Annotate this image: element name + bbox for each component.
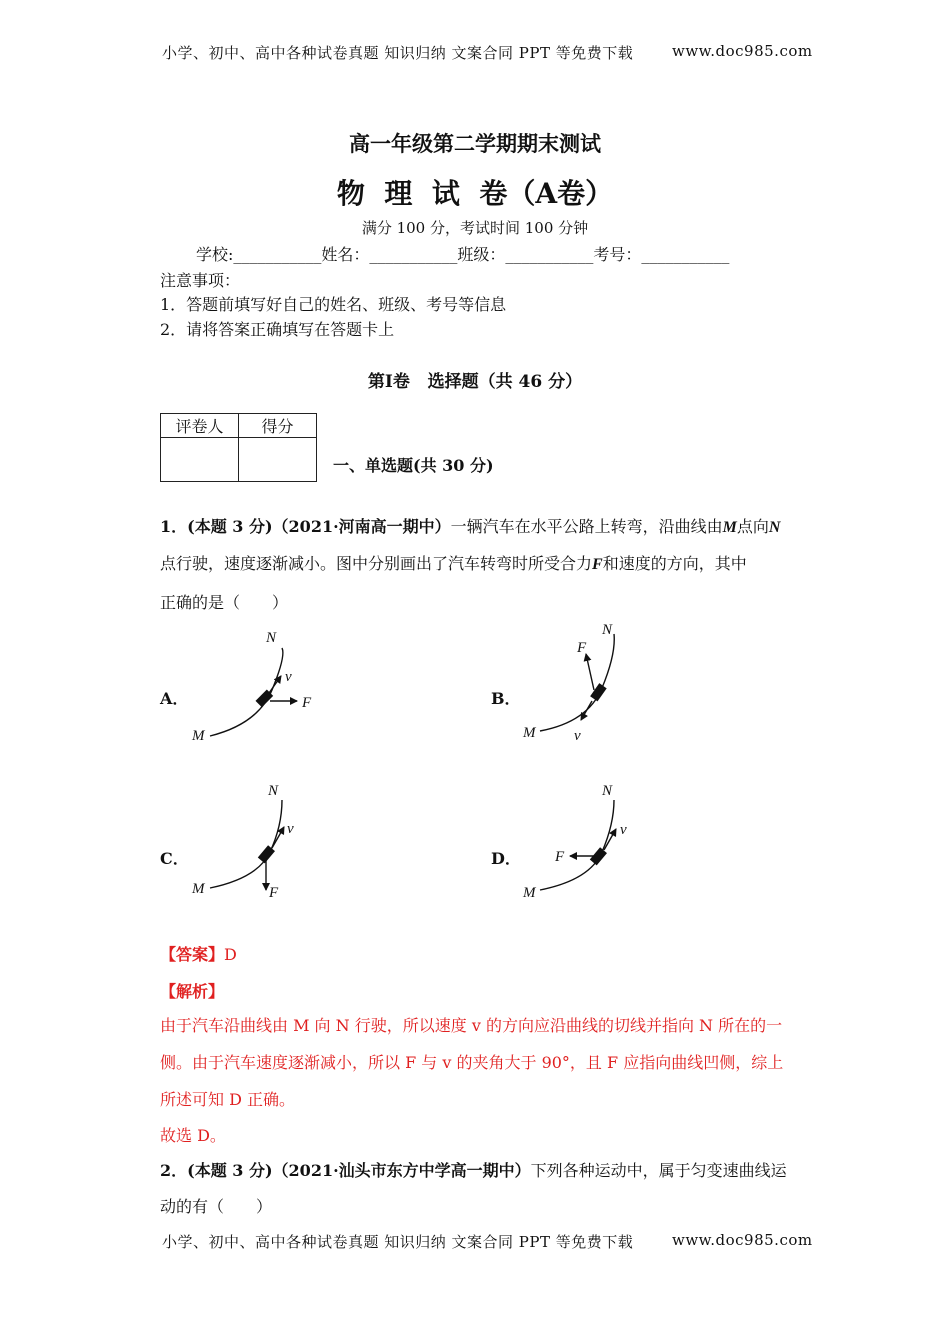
- label-n: N: [266, 630, 277, 646]
- analysis-line-3: 所述可知 D 正确。: [160, 1090, 296, 1109]
- label-m: M: [192, 881, 205, 897]
- curve-path: [210, 800, 282, 888]
- velocity-arrow: [604, 829, 616, 850]
- score-label: 得分: [239, 414, 317, 438]
- label-f: F: [555, 849, 565, 865]
- diagram-d: [522, 783, 627, 901]
- question-1-prefix: 1．(本题 3 分)（2021·河南高一期中）: [160, 517, 451, 536]
- notice-title: 注意事项：: [160, 271, 241, 290]
- answer-value: D: [224, 945, 237, 964]
- question-1-text: 和速度的方向，其中: [602, 554, 747, 573]
- exam-meta: 满分 100 分，考试时间 100 分钟: [361, 219, 589, 237]
- exam-subtitle: 物 理 试 卷（A卷）: [336, 177, 614, 210]
- analysis-line-1: 由于汽车沿曲线由 M 向 N 行驶，所以速度 v 的方向应沿曲线的切线并指向 N 所在的一: [160, 1016, 783, 1035]
- option-a-label[interactable]: A．: [160, 689, 189, 708]
- diagram-a: [191, 630, 312, 744]
- label-v: v: [620, 822, 627, 838]
- answer-label: 【答案】: [160, 945, 225, 964]
- header-text: 小学、初中、高中各种试卷真题 知识归纳 文案合同 PPT 等免费下载: [162, 44, 634, 62]
- option-d-label[interactable]: D．: [491, 849, 521, 868]
- student-info-fields[interactable]: 学校:___________姓名：___________班级：___________考号：___________: [196, 245, 730, 264]
- question-2-text: 下列各种运动中，属于匀变速曲线运: [530, 1161, 787, 1180]
- grader-label: 评卷人: [161, 414, 239, 438]
- diagram-c: [191, 783, 294, 901]
- velocity-arrow: [581, 701, 592, 720]
- question-1-text: 点行驶，速度逐渐减小。图中分别画出了汽车转弯时所受合力: [160, 554, 593, 573]
- header-site[interactable]: www.doc985.com: [672, 42, 813, 60]
- section-title: 第Ⅰ卷 选择题（共 46 分）: [367, 372, 583, 392]
- footer-site[interactable]: www.doc985.com: [672, 1231, 813, 1249]
- page-footer: [162, 1231, 813, 1252]
- force-arrow: [586, 654, 594, 690]
- label-v: v: [285, 669, 292, 685]
- answer-line: [160, 942, 237, 965]
- analysis-label: 【解析】: [160, 982, 225, 1001]
- question-1-text: 一辆汽车在水平公路上转弯，沿曲线由: [450, 517, 723, 536]
- label-f: F: [302, 695, 312, 711]
- exam-title: 高一年级第二学期期末测试: [349, 131, 601, 156]
- var-N: N: [768, 519, 781, 536]
- footer-text: 小学、初中、高中各种试卷真题 知识归纳 文案合同 PPT 等免费下载: [162, 1233, 634, 1251]
- option-b-label[interactable]: B．: [491, 689, 521, 708]
- analysis-line-2: 侧。由于汽车速度逐渐减小，所以 F 与 v 的夹角大于 90°，且 F 应指向曲线凹侧，综上: [160, 1053, 784, 1072]
- question-2-line-2: 动的有（ ）: [160, 1197, 273, 1216]
- question-1-line-3: 正确的是（ ）: [160, 593, 289, 612]
- label-m: M: [523, 725, 536, 741]
- label-n: N: [602, 622, 613, 638]
- label-m: M: [192, 728, 205, 744]
- label-f: F: [269, 885, 279, 901]
- var-F: F: [592, 556, 603, 573]
- notice-item-1: 1．答题前填写好自己的姓名、班级、考号等信息: [160, 295, 507, 314]
- analysis-line-4: 故选 D。: [160, 1126, 226, 1145]
- var-M: M: [722, 519, 737, 536]
- label-m: M: [523, 885, 536, 901]
- notice-item-2: 2．请将答案正确填写在答题卡上: [160, 320, 395, 339]
- velocity-arrow: [269, 676, 281, 693]
- label-v: v: [574, 728, 581, 744]
- label-f: F: [577, 640, 587, 656]
- part-title: 一、单选题(共 30 分): [333, 456, 494, 475]
- curve-path: [210, 648, 283, 736]
- option-c-label[interactable]: C．: [160, 849, 189, 868]
- question-2-line-1: [160, 1158, 787, 1181]
- question-2-prefix: 2．(本题 3 分)（2021·汕头市东方中学高一期中）: [160, 1161, 531, 1180]
- curve-path: [540, 800, 614, 890]
- question-1-text: 点向: [736, 517, 769, 536]
- diagram-b: [522, 622, 614, 744]
- label-n: N: [602, 783, 613, 799]
- label-n: N: [268, 783, 279, 799]
- label-v: v: [287, 821, 294, 837]
